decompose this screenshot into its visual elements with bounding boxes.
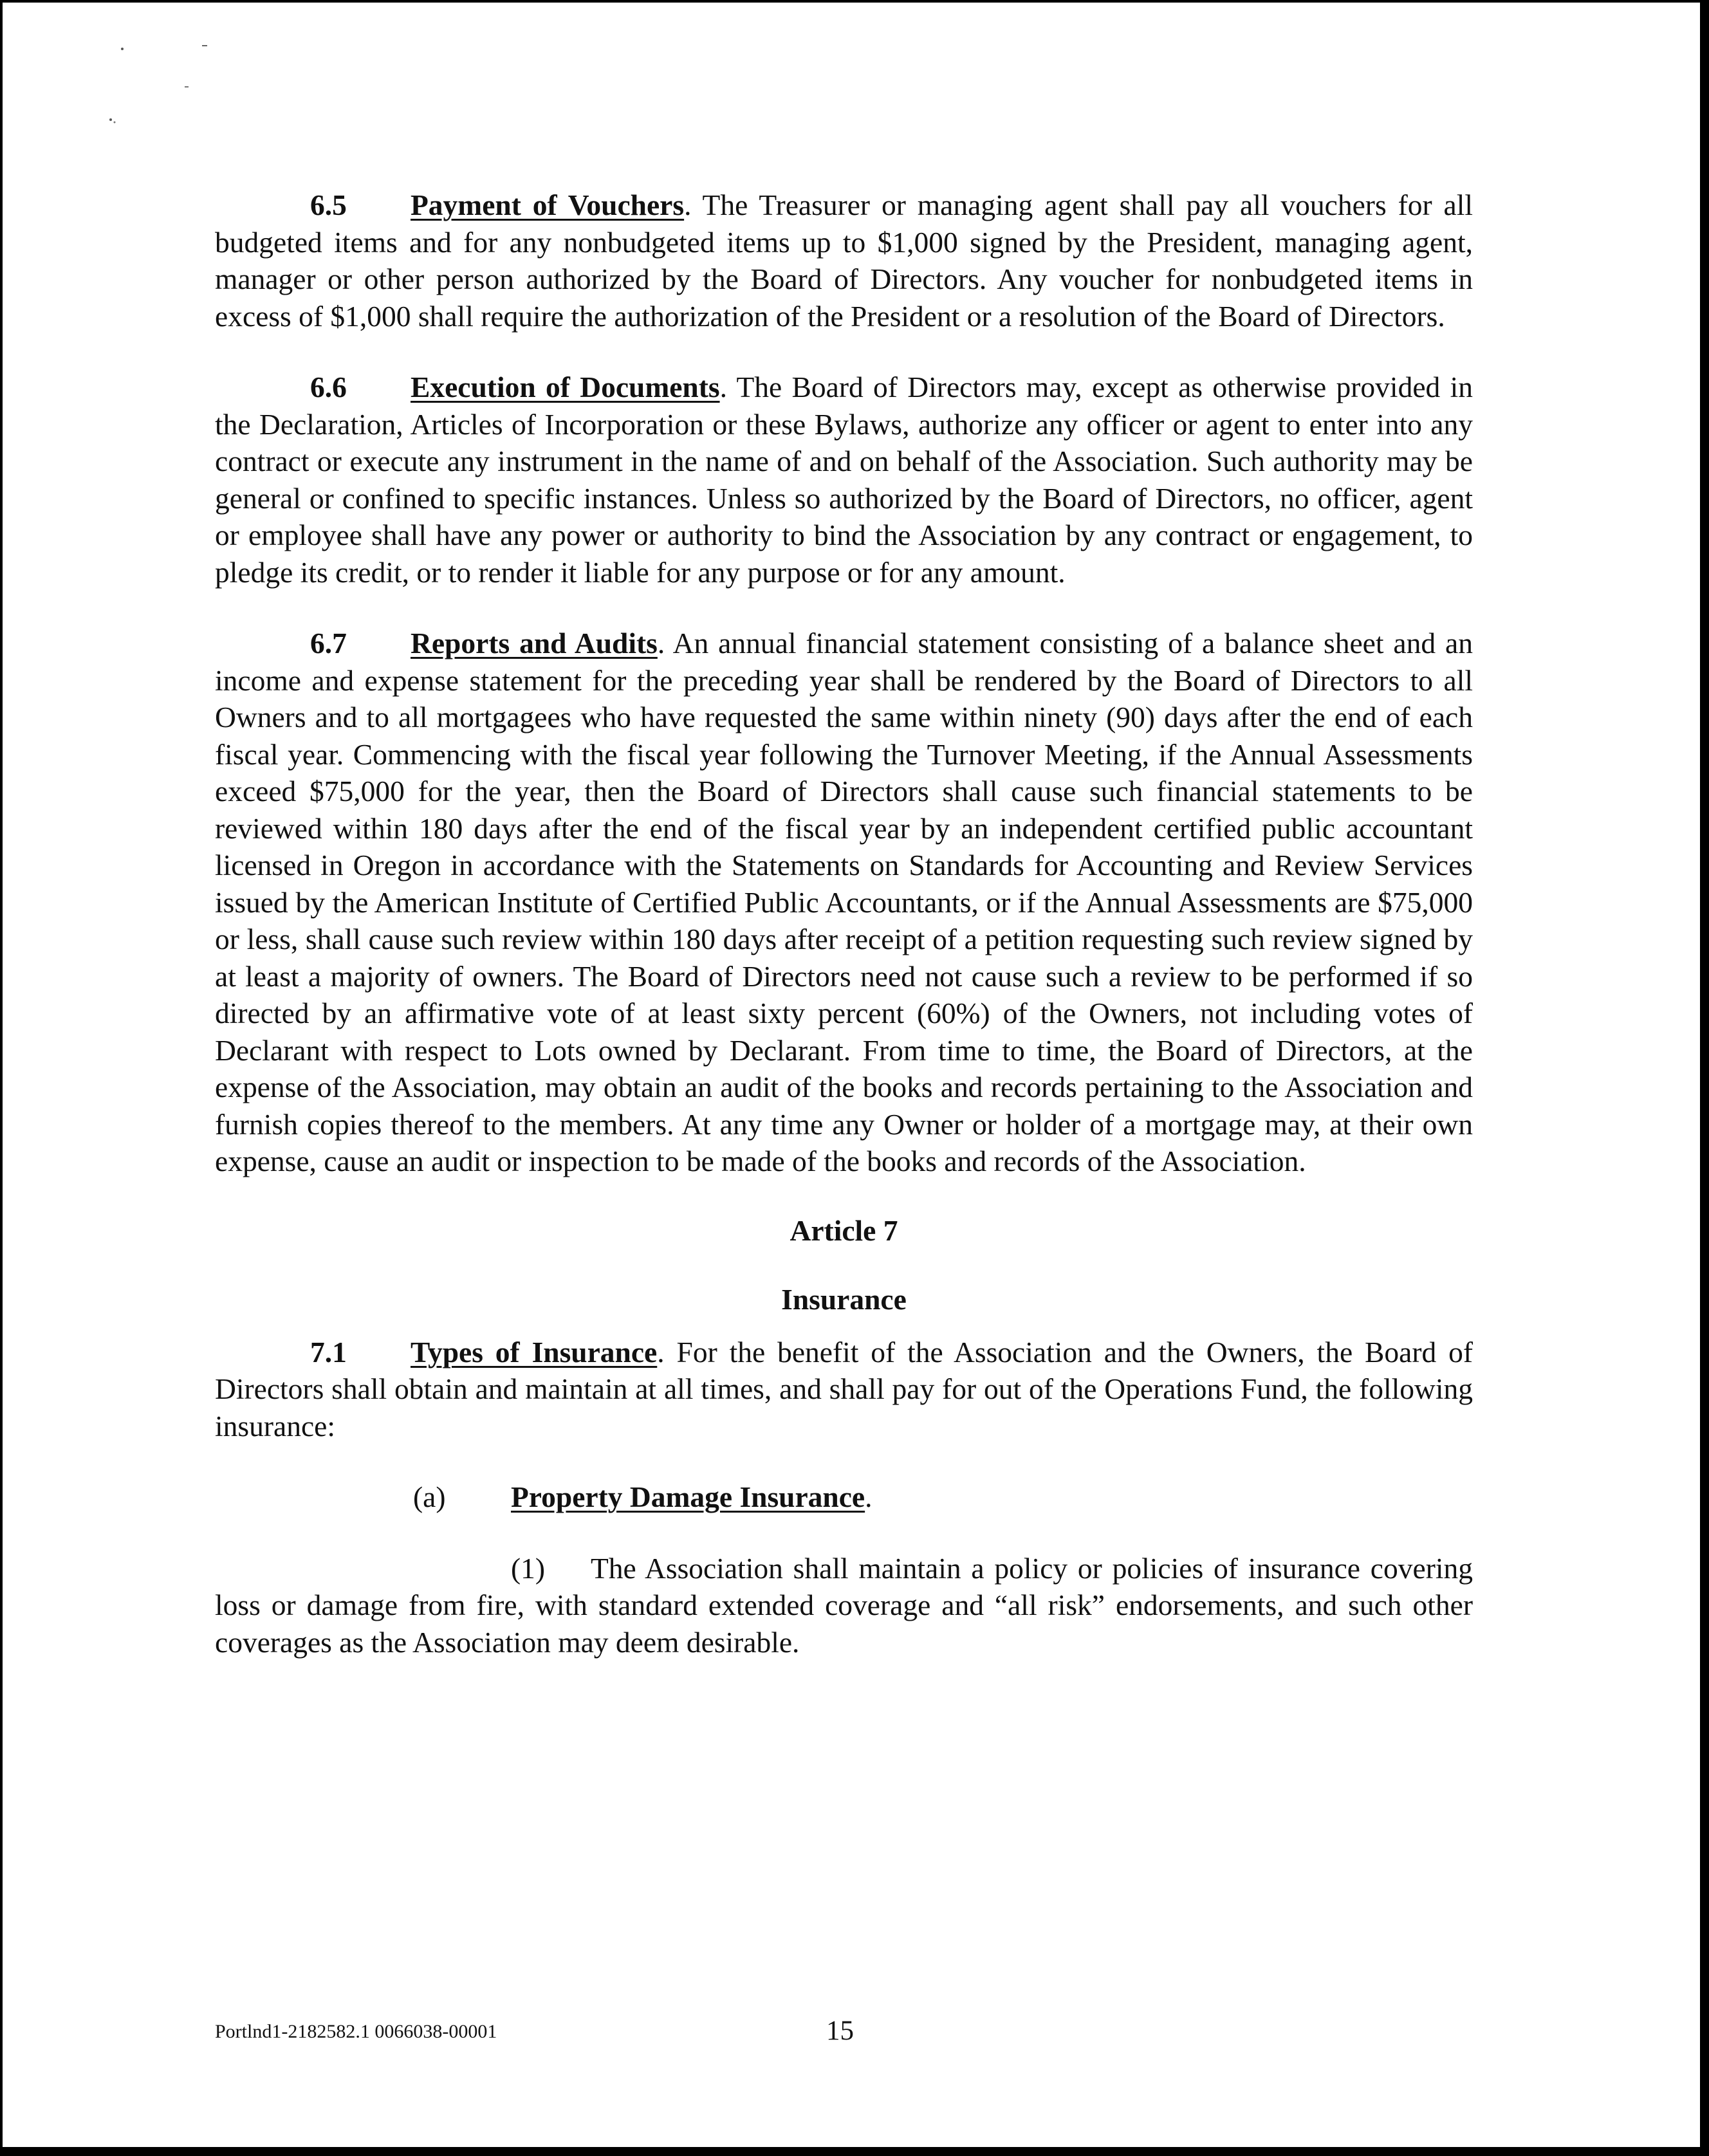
section-number: 6.6	[310, 371, 347, 403]
article-title: Insurance	[781, 1283, 907, 1316]
section-text: . An annual financial statement consisting of a balance sheet and an income and expense statement for the preceding year shall be rendered by the Board of Directors to all Owners and to all mortgagees who have requested the same within ninety (90) days after the end of each fiscal year. Commencing with the fiscal year following the Turnover Meeting, if the Annual Assessments exceed $75,000 for the year, then the Board of Directors shall cause such financial statements to be reviewed within 180 days after the end of the fiscal year by an independent certified public accountant licensed in Oregon in accordance with the Statements on Standards for Accounting and Review Services issued by the American Institute of Certified Public Accountants, or if the Annual Assessments are $75,000 or less, shall cause such review within 180 days after receipt of a petition requesting such review signed by at least a majority of owners. The Board of Directors need not cause such a review to be performed if so directed by an affirmative vote of at least sixty percent (60%) of the Owners, not including votes of Declarant with respect to Lots owned by Declarant. From time to time, the Board of Directors, at the expense of the Association, may obtain an audit of the books and records pertaining to the Association and furnish copies thereof to the members. At any time any Owner or holder of a mortgage may, at their own expense, cause an audit or inspection to be made of the books and records of the Association.	[215, 627, 1473, 1177]
article-heading: Article 7	[790, 1213, 898, 1247]
item-1	[215, 1550, 1473, 1661]
section-title: Types of Insurance	[411, 1335, 658, 1368]
section-text: . The Treasurer or managing agent shall pay all vouchers for all budgeted items and for any nonbudgeted items up to $1,000 signed by the President, managing agent, manager or other person authorized by the Board of Directors. Any voucher for nonbudgeted items in excess of $1,000 shall require the authorization of the President or a resolution of the Board of Directors.	[215, 189, 1473, 333]
scan-specks	[3, 3, 260, 144]
section-7-1	[215, 1334, 1473, 1445]
section-title: Reports and Audits	[411, 627, 658, 659]
section-text: . For the benefit of the Association and the Owners, the Board of Directors shall obtain and maintain at all times, and shall pay for out of the Operations Fund, the following insurance:	[215, 1335, 1473, 1442]
section-number: 6.7	[310, 627, 347, 659]
document-body	[215, 187, 1473, 1661]
section-number: 7.1	[310, 1335, 347, 1368]
subsection-period: .	[865, 1480, 873, 1513]
section-6-5	[215, 187, 1473, 335]
page-number: 15	[826, 2016, 854, 2046]
document-page	[3, 3, 1700, 2147]
subsection-label: (a)	[413, 1480, 446, 1513]
subsection-a	[215, 1479, 1473, 1516]
section-6-7	[215, 625, 1473, 1180]
section-title: Execution of Documents	[411, 371, 720, 403]
section-number: 6.5	[310, 189, 347, 221]
subsection-title: Property Damage Insurance	[511, 1480, 865, 1513]
item-text: The Association shall maintain a policy or policies of insurance covering loss or damage from fire, with standard extended coverage and “all risk” endorsements, and such other coverages as the Association may deem desirable.	[215, 1551, 1473, 1659]
section-6-6	[215, 369, 1473, 591]
footer-doc-id: Portlnd1-2182582.1 0066038-00001	[215, 2021, 497, 2042]
section-title: Payment of Vouchers	[411, 189, 685, 221]
section-text: . The Board of Directors may, except as otherwise provided in the Declaration, Articles of Incorporation or these Bylaws, authorize any officer or agent to enter into any contract or execute any instrument in the name of and on behalf of the Association. Such authority may be general or confined to specific instances. Unless so authorized by the Board of Directors, no officer, agent or employee shall have any power or authority to bind the Association by any contract or engagement, to pledge its credit, or to render it liable for any purpose or for any amount.	[215, 371, 1473, 589]
item-label: (1)	[511, 1551, 546, 1585]
